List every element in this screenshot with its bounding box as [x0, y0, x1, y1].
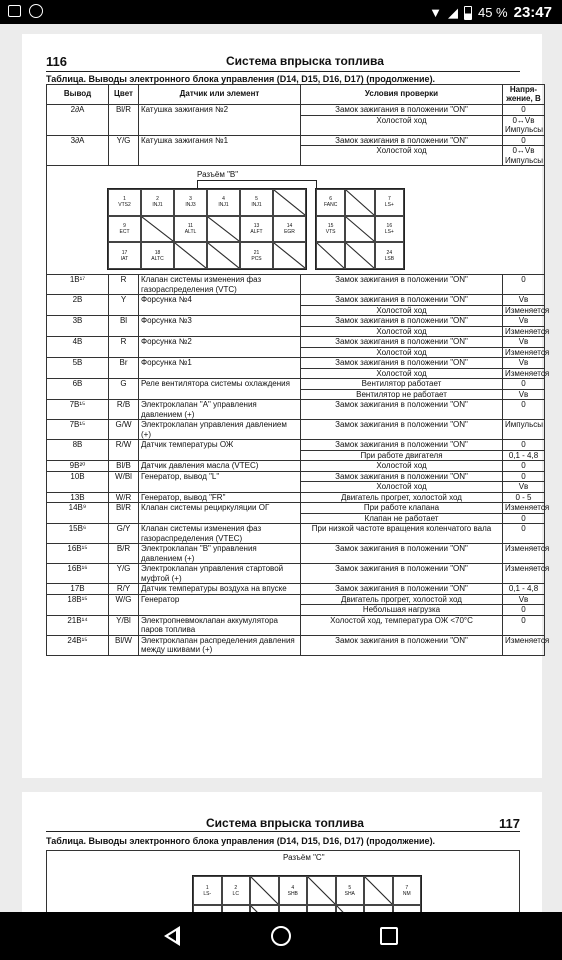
wire-color-cell: G/W	[109, 420, 139, 440]
connector-pin	[207, 242, 240, 269]
condition-cell: Замок зажигания в положении "ON"	[301, 295, 503, 306]
page-header	[46, 52, 520, 72]
sensor-cell: Форсунка №4	[139, 295, 301, 316]
voltage-cell: Изменяется	[503, 347, 545, 358]
wire-color-cell: W/G	[109, 594, 139, 615]
connector-pin	[108, 242, 141, 269]
wire-color-cell: R/Y	[109, 584, 139, 595]
connector-pin	[364, 876, 393, 905]
connector-pin-number: 13	[253, 222, 260, 229]
sensor-cell: Форсунка №3	[139, 316, 301, 337]
wire-color-cell: W/R	[109, 492, 139, 503]
connector-pin-number: 7	[387, 196, 391, 203]
connector-pin	[273, 216, 306, 243]
condition-cell: Замок зажигания в положении "ON"	[301, 400, 503, 420]
table-row	[47, 544, 545, 564]
connector-pin	[240, 242, 273, 269]
recent-apps-icon[interactable]	[380, 927, 398, 945]
pin-cell: 21B¹⁴	[47, 615, 109, 635]
connector-pin	[273, 189, 306, 216]
connector-row	[47, 166, 545, 275]
connector-pin	[345, 242, 374, 269]
connector-pin	[375, 189, 404, 216]
page-number: 116	[46, 54, 67, 69]
voltage-cell: 0	[503, 471, 545, 482]
voltage-cell: Vв	[503, 482, 545, 493]
connector-pin	[174, 242, 207, 269]
condition-cell: Небольшая нагрузка	[301, 605, 503, 616]
page-number: 117	[499, 816, 520, 831]
pin-cell: 17B	[47, 584, 109, 595]
connector-b-grid	[107, 188, 307, 270]
connector-pin-number: 3	[189, 196, 192, 203]
table-caption: Таблица. Выводы электронного блока управления (D14, D15, D16, D17) (продолжение).	[46, 836, 436, 846]
connector-pin	[240, 189, 273, 216]
pin-cell: 15B⁶	[47, 524, 109, 544]
voltage-cell: Импульсы	[503, 420, 545, 440]
pin-cell: 13B	[47, 492, 109, 503]
connector-pin-label: ECT	[119, 228, 130, 235]
connector-pin	[141, 242, 174, 269]
condition-cell: Холостой ход	[301, 368, 503, 379]
wire-color-cell: Y/G	[109, 564, 139, 584]
condition-cell: Замок зажигания в положении "ON"	[301, 584, 503, 595]
voltage-cell: 0	[503, 615, 545, 635]
connector-pin	[207, 216, 240, 243]
table-caption: Таблица. Выводы электронного блока управления (D14, D15, D16, D17) (продолжение).	[46, 74, 436, 84]
wire-color-cell: Y/G	[109, 135, 139, 166]
connector-pin-number: 5	[348, 884, 352, 891]
connector-pin	[316, 242, 345, 269]
table-row	[47, 337, 545, 348]
signal-icon: ◢	[447, 4, 458, 20]
pin-cell: 10B	[47, 471, 109, 492]
connector-pin	[307, 876, 336, 905]
connector-pin	[141, 189, 174, 216]
battery-percent: 45 %	[477, 5, 508, 20]
pin-cell: 2B	[47, 295, 109, 316]
voltage-cell: Vв	[503, 337, 545, 348]
connector-pin	[393, 876, 422, 905]
connector-pin-number: 2	[234, 884, 238, 891]
connector-pin	[375, 242, 404, 269]
connector-pin-number: 6	[329, 196, 333, 203]
connector-pin	[273, 242, 306, 269]
condition-cell: Двигатель прогрет, холостой ход	[301, 594, 503, 605]
condition-cell: Холостой ход	[301, 305, 503, 316]
pin-cell: 1B¹⁷	[47, 275, 109, 295]
connector-pin-label: VTS	[325, 228, 336, 235]
table-row	[47, 594, 545, 605]
connector-pin-label: INJ1	[218, 202, 229, 209]
voltage-cell: 0	[503, 379, 545, 390]
connector-pin-number: 5	[255, 196, 258, 203]
wire-color-cell: Bl/R	[109, 503, 139, 524]
sensor-cell: Электроклапан управления давлением (+)	[139, 420, 301, 440]
sensor-cell: Датчик давления масла (VTEC)	[139, 461, 301, 472]
voltage-cell: Vв	[503, 594, 545, 605]
connector-pin-number: 1	[205, 884, 209, 891]
connector-b-label: Разъём "B"	[197, 170, 239, 179]
sensor-cell: Электроклапан "A" управления давлением (+)	[139, 400, 301, 420]
condition-cell: Замок зажигания в положении "ON"	[301, 316, 503, 327]
connector-pin-number: 9	[123, 222, 126, 229]
wire-color-cell: Br	[109, 358, 139, 379]
connector-pin-label: VTS2	[118, 202, 131, 209]
connector-pin-label: SHA	[344, 890, 355, 897]
wire-color-cell: R	[109, 275, 139, 295]
connector-pin-number: 2	[156, 196, 159, 203]
page-title: Система впрыска топлива	[206, 816, 364, 830]
condition-cell: При работе клапана	[301, 503, 503, 514]
voltage-cell: Изменяется	[503, 635, 545, 655]
clock: 23:47	[513, 4, 552, 21]
sensor-cell: Электроклапан управления стартовой муфтой (+)	[139, 564, 301, 584]
pin-cell: 2∂A	[47, 105, 109, 136]
connector-pin-number: 14	[286, 222, 293, 229]
pin-table	[46, 84, 550, 656]
voltage-cell: 0 - 5	[503, 492, 545, 503]
pin-cell: 14B⁹	[47, 503, 109, 524]
connector-pin-label: ALTC	[151, 255, 164, 262]
table-row	[47, 135, 545, 146]
status-bar	[0, 0, 562, 24]
connector-pin-number: 24	[386, 249, 393, 256]
sensor-cell: Датчик температуры воздуха на впуске	[139, 584, 301, 595]
connector-pin-number: 1	[123, 196, 126, 203]
table-header-row	[47, 85, 545, 105]
table-row	[47, 471, 545, 482]
voltage-cell: 0↔Vв Импульсы	[503, 146, 545, 166]
sensor-cell: Клапан системы рециркуляции ОГ	[139, 503, 301, 524]
pin-cell: 8B	[47, 440, 109, 461]
pin-cell: 16B¹⁶	[47, 564, 109, 584]
connector-pin	[336, 876, 365, 905]
connector-pin-label: INJ1	[152, 202, 163, 209]
pin-cell: 7B¹⁵	[47, 400, 109, 420]
pin-cell: 16B¹⁵	[47, 544, 109, 564]
table-row	[47, 316, 545, 327]
page-title: Система впрыска топлива	[226, 54, 384, 68]
pin-cell: 3B	[47, 316, 109, 337]
wire-color-cell: Y/Bl	[109, 615, 139, 635]
condition-cell: Холостой ход, температура ОЖ <70°C	[301, 615, 503, 635]
connector-pin-label: IAT	[120, 255, 129, 262]
connector-pin	[279, 876, 308, 905]
sensor-cell: Датчик температуры ОЖ	[139, 440, 301, 461]
voltage-cell: Vв	[503, 389, 545, 400]
sensor-cell: Генератор, вывод "FR"	[139, 492, 301, 503]
condition-cell: Замок зажигания в положении "ON"	[301, 358, 503, 369]
table-row	[47, 440, 545, 451]
connector-pin	[193, 876, 222, 905]
condition-cell: Замок зажигания в положении "ON"	[301, 105, 503, 116]
connector-b-diagram	[47, 166, 544, 274]
condition-cell: Холостой ход	[301, 326, 503, 337]
connector-pin-label: LC	[232, 890, 239, 897]
wire-color-cell: R/B	[109, 400, 139, 420]
condition-cell: Замок зажигания в положении "ON"	[301, 564, 503, 584]
wire-color-cell: W/Bl	[109, 471, 139, 492]
connector-pin-number: 17	[121, 249, 128, 256]
back-icon-inner	[168, 931, 176, 941]
connector-pin	[375, 216, 404, 243]
voltage-cell: 0	[503, 105, 545, 116]
connector-pin-label: FANC	[323, 202, 338, 209]
wire-color-cell: Y	[109, 295, 139, 316]
whatsapp-icon	[29, 4, 43, 18]
page-header	[46, 816, 520, 832]
sensor-cell: Электроклапан распределения давления между шкивами (+)	[139, 635, 301, 655]
header-voltage: Напря-жение, В	[503, 85, 545, 105]
connector-pin-number: 4	[291, 884, 295, 891]
voltage-cell: Изменяется	[503, 544, 545, 564]
navigation-bar	[0, 912, 562, 960]
condition-cell: При работе двигателя	[301, 450, 503, 461]
condition-cell: Замок зажигания в положении "ON"	[301, 135, 503, 146]
connector-pin-label: LS+	[384, 228, 394, 235]
table-row	[47, 379, 545, 390]
connector-pin-number: 18	[154, 249, 161, 256]
sensor-cell: Генератор	[139, 594, 301, 615]
table-row	[47, 524, 545, 544]
table-row	[47, 584, 545, 595]
table-row	[47, 635, 545, 655]
table-row	[47, 358, 545, 369]
sensor-cell: Катушка зажигания №1	[139, 135, 301, 166]
condition-cell: Замок зажигания в положении "ON"	[301, 471, 503, 482]
wire-color-cell: Bl/R	[109, 105, 139, 136]
voltage-cell: 0,1 - 4,8	[503, 584, 545, 595]
voltage-cell: 0	[503, 524, 545, 544]
condition-cell: Замок зажигания в положении "ON"	[301, 337, 503, 348]
wire-color-cell: G	[109, 379, 139, 400]
pin-cell: 18B¹⁵	[47, 594, 109, 615]
connector-pin-label: INJ3	[185, 202, 196, 209]
condition-cell: Двигатель прогрет, холостой ход	[301, 492, 503, 503]
voltage-cell: 0	[503, 605, 545, 616]
wire-color-cell: Bl/W	[109, 635, 139, 655]
table-row	[47, 492, 545, 503]
sensor-cell: Генератор, вывод "L"	[139, 471, 301, 492]
sensor-cell: Электроклапан "B" управления давлением (+)	[139, 544, 301, 564]
sensor-cell: Форсунка №1	[139, 358, 301, 379]
condition-cell: Холостой ход	[301, 461, 503, 472]
wire-color-cell: R/W	[109, 440, 139, 461]
sensor-cell: Форсунка №2	[139, 337, 301, 358]
table-row	[47, 615, 545, 635]
voltage-cell: 0,1 - 4,8	[503, 450, 545, 461]
connector-pin-number: 21	[253, 249, 260, 256]
connector-pin-label: INJ1	[251, 202, 262, 209]
header-pin: Вывод	[47, 85, 109, 105]
wire-color-cell: Bl/B	[109, 461, 139, 472]
table-row	[47, 105, 545, 116]
voltage-cell: 0↔Vв Импульсы	[503, 115, 545, 135]
pin-cell: 24B¹⁵	[47, 635, 109, 655]
connector-pin	[174, 216, 207, 243]
voltage-cell: 0	[503, 513, 545, 524]
voltage-cell: Vв	[503, 358, 545, 369]
connector-pin	[240, 216, 273, 243]
condition-cell: Вентилятор работает	[301, 379, 503, 390]
connector-pin	[316, 189, 345, 216]
connector-pin-label: LS-	[203, 890, 212, 897]
connector-pin	[174, 189, 207, 216]
table-row	[47, 295, 545, 306]
wifi-icon: ▼	[429, 5, 442, 20]
connector-pin-number: 4	[222, 196, 225, 203]
connector-pin	[250, 876, 279, 905]
connector-pin-number: 16	[386, 222, 393, 229]
sensor-cell: Клапан системы изменения фаз газораспределения (VTEC)	[139, 524, 301, 544]
pin-cell: 7B¹⁵	[47, 420, 109, 440]
condition-cell: При низкой частоте вращения коленчатого вала	[301, 524, 503, 544]
document-page-117	[22, 792, 542, 922]
voltage-cell: 0	[503, 400, 545, 420]
connector-pin	[222, 876, 251, 905]
condition-cell: Холостой ход	[301, 115, 503, 135]
wire-color-cell: R	[109, 337, 139, 358]
voltage-cell: Изменяется	[503, 368, 545, 379]
voltage-cell: 0	[503, 135, 545, 146]
sensor-cell: Электропневмоклапан аккумулятора паров топлива	[139, 615, 301, 635]
condition-cell: Замок зажигания в положении "ON"	[301, 440, 503, 451]
connector-pin-number: 11	[187, 222, 194, 229]
table-row	[47, 503, 545, 514]
voltage-cell: 0	[503, 461, 545, 472]
connector-pin	[345, 216, 374, 243]
condition-cell: Замок зажигания в положении "ON"	[301, 420, 503, 440]
connector-pin-number: 15	[327, 222, 334, 229]
connector-pin-number: 7	[405, 884, 409, 891]
connector-pin	[108, 216, 141, 243]
connector-pin-label: ALFT	[250, 228, 263, 235]
voltage-cell: Изменяется	[503, 326, 545, 337]
sensor-cell: Клапан системы изменения фаз газораспределения (VTC)	[139, 275, 301, 295]
connector-pin-label: EGR	[284, 228, 295, 235]
connector-c-label: Разъём "C"	[283, 853, 325, 862]
connector-pin	[207, 189, 240, 216]
connector-pin-label: LSB	[384, 255, 395, 262]
connector-pin-label: SHB	[287, 890, 298, 897]
condition-cell: Клапан не работает	[301, 513, 503, 524]
condition-cell: Замок зажигания в положении "ON"	[301, 635, 503, 655]
pin-cell: 6B	[47, 379, 109, 400]
gallery-icon	[8, 5, 21, 17]
condition-cell: Замок зажигания в положении "ON"	[301, 544, 503, 564]
header-condition: Условия проверки	[301, 85, 503, 105]
condition-cell: Замок зажигания в положении "ON"	[301, 275, 503, 295]
condition-cell: Холостой ход	[301, 146, 503, 166]
table-row	[47, 420, 545, 440]
voltage-cell: 0	[503, 440, 545, 451]
voltage-cell: 0	[503, 275, 545, 295]
wire-color-cell: B/R	[109, 544, 139, 564]
connector-pin-label: PCS	[251, 255, 262, 262]
header-color: Цвет	[109, 85, 139, 105]
condition-cell: Вентилятор не работает	[301, 389, 503, 400]
condition-cell: Холостой ход	[301, 482, 503, 493]
connector-pin-label: NM	[402, 890, 411, 897]
connector-pin	[316, 216, 345, 243]
voltage-cell: Изменяется	[503, 564, 545, 584]
pin-cell: 5B	[47, 358, 109, 379]
pin-cell: 4B	[47, 337, 109, 358]
table-row	[47, 564, 545, 584]
voltage-cell: Vв	[503, 295, 545, 306]
sensor-cell: Катушка зажигания №2	[139, 105, 301, 136]
sensor-cell: Реле вентилятора системы охлаждения	[139, 379, 301, 400]
connector-b-grid-right	[315, 188, 405, 270]
connector-pin	[108, 189, 141, 216]
pin-cell: 9B²⁰	[47, 461, 109, 472]
connector-pin-label: ALTL	[184, 228, 197, 235]
connector-pin-label: LS+	[384, 202, 394, 209]
table-row	[47, 400, 545, 420]
condition-cell: Холостой ход	[301, 347, 503, 358]
connector-pin	[345, 189, 374, 216]
pin-cell: 3∂A	[47, 135, 109, 166]
wire-color-cell: G/Y	[109, 524, 139, 544]
battery-icon	[464, 6, 472, 20]
document-page-116	[22, 34, 550, 778]
connector-pin	[141, 216, 174, 243]
voltage-cell: Изменяется	[503, 503, 545, 514]
table-row	[47, 275, 545, 295]
wire-color-cell: Bl	[109, 316, 139, 337]
home-icon[interactable]	[271, 926, 291, 946]
header-sensor: Датчик или элемент	[139, 85, 301, 105]
voltage-cell: Изменяется	[503, 305, 545, 316]
table-row	[47, 461, 545, 472]
voltage-cell: Vв	[503, 316, 545, 327]
